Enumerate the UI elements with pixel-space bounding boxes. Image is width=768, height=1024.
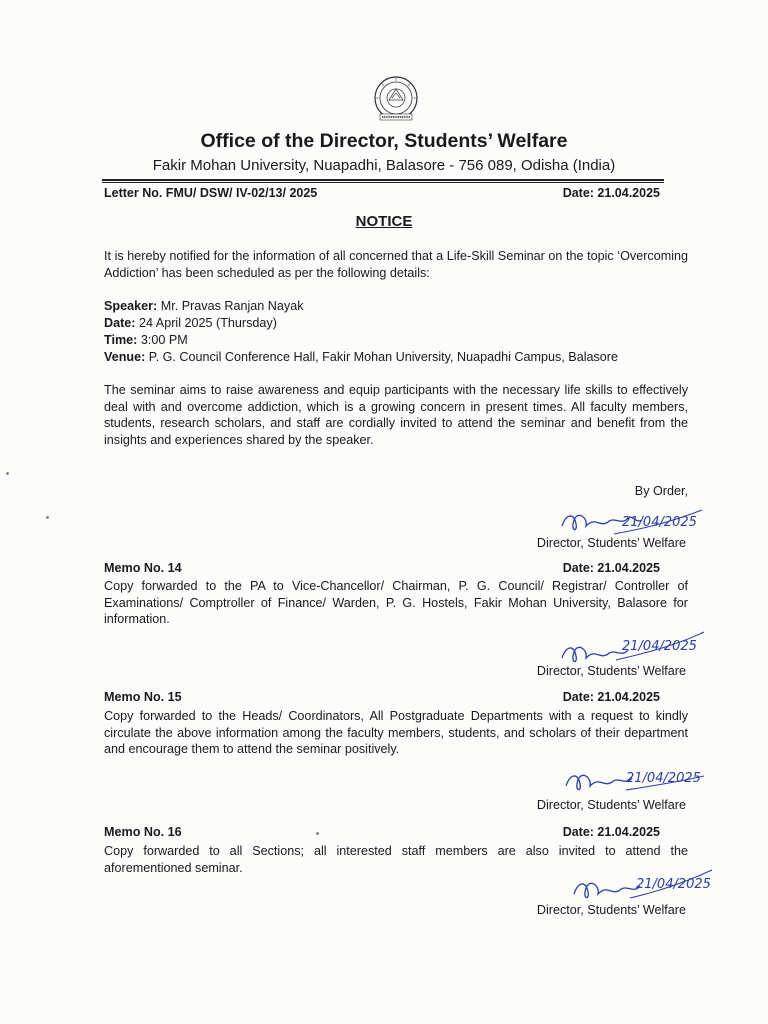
- memo-text: Copy forwarded to the PA to Vice-Chancellor/ Chairman, P. G. Council/ Registrar/ Controller of Examinations/ Comptroller of Finance/ Warden, P. G. Hostels, Fakir Mohan University, Balasore for information.: [104, 579, 688, 626]
- signatory-title: Director, Students’ Welfare: [536, 536, 686, 550]
- notice-heading: NOTICE: [355, 213, 413, 230]
- memo-number: Memo No. 16: [104, 825, 182, 839]
- office-title: Office of the Director, Students’ Welfare: [200, 130, 568, 152]
- detail-label: Date:: [104, 316, 136, 330]
- signatory-title: Director, Students’ Welfare: [536, 664, 686, 678]
- signatory-title: Director, Students’ Welfare: [536, 798, 686, 812]
- memo-date: Date: 21.04.2025: [562, 825, 660, 839]
- detail-value: 3:00 PM: [137, 333, 188, 347]
- scan-speck: [6, 472, 9, 475]
- detail-value: P. G. Council Conference Hall, Fakir Mohan University, Nuapadhi Campus, Balasore: [145, 350, 619, 364]
- signature-date: 21/04/2025: [636, 877, 711, 892]
- memo-date: Date: 21.04.2025: [562, 690, 660, 704]
- detail-label: Venue:: [104, 350, 146, 364]
- memo-text: Copy forwarded to the Heads/ Coordinators, All Postgraduate Departments with a request to kindly circulate the above information among the faculty members, students, and scholars of their department and encourage them to attend the seminar positively.: [104, 709, 688, 756]
- detail-value: 24 April 2025 (Thursday): [135, 316, 277, 330]
- detail-time: [104, 332, 188, 349]
- detail-date: [104, 315, 277, 332]
- detail-label: Time:: [104, 333, 138, 347]
- university-address: Fakir Mohan University, Nuapadhi, Balasore - 756 089, Odisha (India): [152, 157, 616, 174]
- memo-text: Copy forwarded to all Sections; all interested staff members are also invited to attend the aforementioned seminar.: [104, 844, 688, 875]
- memo-signature: [556, 624, 706, 668]
- notice-body: The seminar aims to raise awareness and equip participants with the necessary life skills to effectively deal with and overcome addiction, which is a growing concern in present times. All faculty members, students, research scholars, and staff are cordially invited to attend the seminar and benefit from the insights and experiences shared by the speaker.: [104, 383, 688, 447]
- letter-number: Letter No. FMU/ DSW/ IV-02/13/ 2025: [104, 186, 318, 200]
- memo-signature: [556, 752, 706, 796]
- memo-number: Memo No. 15: [104, 690, 182, 704]
- memo-date: Date: 21.04.2025: [562, 561, 660, 575]
- by-order-text: By Order,: [634, 484, 688, 498]
- letter-date: Date: 21.04.2025: [562, 186, 660, 200]
- detail-value: Mr. Pravas Ranjan Nayak: [157, 299, 304, 313]
- scan-speck: [46, 516, 49, 519]
- header-divider: [102, 179, 664, 181]
- signature-date: 21/04/2025: [622, 515, 697, 530]
- signature-date: 21/04/2025: [622, 639, 697, 654]
- memo-number: Memo No. 14: [104, 561, 182, 575]
- notice-intro: It is hereby notified for the information of all concerned that a Life-Skill Seminar on the topic ‘Overcoming Addiction’ has been scheduled as per the following details:: [104, 249, 688, 280]
- detail-venue: [104, 349, 618, 366]
- header-divider-thin: [102, 182, 664, 183]
- detail-speaker: [104, 298, 304, 315]
- signatory-title: Director, Students’ Welfare: [536, 903, 686, 917]
- memo-signature: [566, 860, 716, 904]
- director-signature: [556, 496, 706, 540]
- scan-speck: [316, 832, 319, 835]
- signature-date: 21/04/2025: [626, 771, 701, 786]
- detail-label: Speaker:: [104, 299, 158, 313]
- university-seal-icon: [371, 74, 421, 124]
